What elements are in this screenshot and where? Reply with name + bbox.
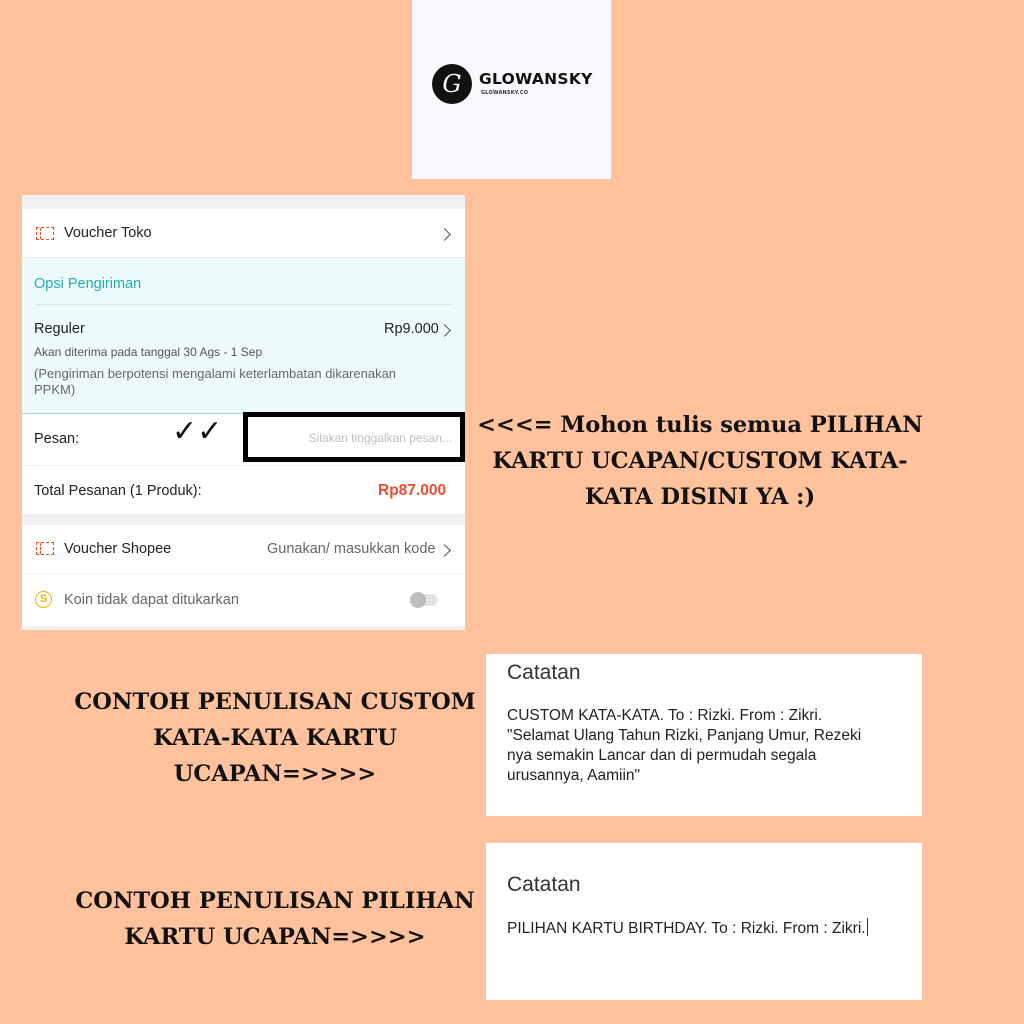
coin-row xyxy=(22,574,465,626)
chevron-right-icon xyxy=(438,544,451,557)
message-input-highlight[interactable] xyxy=(243,412,465,462)
coin-icon: S xyxy=(35,591,52,608)
message-label: Pesan: xyxy=(34,431,80,447)
total-label: Total Pesanan (1 Produk): xyxy=(34,483,202,499)
instruction-line-1: <<<= Mohon tulis semua PILIHAN xyxy=(477,412,923,438)
heading-line-1: CONTOH PENULISAN CUSTOM xyxy=(74,689,476,715)
instruction-text xyxy=(475,407,925,515)
order-total-row xyxy=(22,466,465,514)
note-title: Catatan xyxy=(507,661,581,684)
choice-note-card xyxy=(486,843,922,1000)
chevron-right-icon xyxy=(438,228,451,241)
heading-line-2: KARTU UCAPAN=>>>> xyxy=(124,924,426,950)
handwritten-checkmarks: ✓✓ xyxy=(172,414,223,449)
divider xyxy=(34,304,453,305)
custom-note-card xyxy=(486,654,922,816)
voucher-toko-row[interactable] xyxy=(22,209,465,257)
heading-line-2: KATA-KATA KARTU xyxy=(153,725,397,751)
instruction-line-2: KARTU UCAPAN/CUSTOM KATA- xyxy=(492,448,908,474)
example-choice-heading xyxy=(70,883,480,955)
voucher-shopee-action: Gunakan/ masukkan kode xyxy=(267,541,436,557)
note-text: PILIHAN KARTU BIRTHDAY. To : Rizki. From : Zikri. xyxy=(507,920,866,937)
brand-domain: GLOWANSKY.CO xyxy=(481,90,529,96)
logo-mark-letter: G xyxy=(442,70,462,98)
brand-name: GLOWANSKY xyxy=(479,70,593,88)
example-custom-heading xyxy=(70,684,480,792)
delivery-estimate: Akan diterima pada tanggal 30 Ags - 1 Sep xyxy=(34,345,263,359)
message-row xyxy=(22,414,465,465)
checkout-screenshot xyxy=(22,195,465,630)
text-cursor xyxy=(867,918,868,936)
chevron-right-icon xyxy=(438,324,451,337)
voucher-shopee-row[interactable] xyxy=(22,525,465,573)
shipping-options-section[interactable] xyxy=(22,258,465,414)
note-body xyxy=(507,706,861,786)
glowansky-logo-icon xyxy=(432,64,472,104)
logo-card xyxy=(412,0,611,179)
note-line-1: CUSTOM KATA-KATA. To : Rizki. From : Zikri. xyxy=(507,707,823,724)
instruction-line-3: KATA DISINI YA :) xyxy=(584,484,816,510)
toggle-knob xyxy=(410,592,426,608)
voucher-ticket-icon xyxy=(36,227,54,240)
message-input[interactable]: Silakan tinggalkan pesan... xyxy=(308,431,452,445)
heading-line-3: UCAPAN=>>>> xyxy=(173,761,377,787)
note-line-4: urusannya, Aamiin" xyxy=(507,767,641,784)
voucher-shopee-label: Voucher Shopee xyxy=(64,541,172,557)
voucher-ticket-icon xyxy=(36,542,54,555)
delay-note: (Pengiriman berpotensi mengalami keterlambatan dikarenakan PPKM) xyxy=(34,366,397,397)
note-title: Catatan xyxy=(507,873,581,896)
shipping-price: Rp9.000 xyxy=(384,321,439,337)
heading-line-1: CONTOH PENULISAN PILIHAN xyxy=(75,888,475,914)
note-line-2: "Selamat Ulang Tahun Rizki, Panjang Umur, Rezeki xyxy=(507,727,862,744)
coin-text: Koin tidak dapat ditukarkan xyxy=(64,592,239,608)
note-body[interactable] xyxy=(507,918,868,939)
note-line-3: nya semakin Lancar dan di permudah segala xyxy=(507,747,817,764)
coin-toggle[interactable] xyxy=(412,594,438,606)
shipping-method: Reguler xyxy=(34,321,85,337)
shipping-header: Opsi Pengiriman xyxy=(34,276,142,292)
total-value: Rp87.000 xyxy=(378,482,447,499)
voucher-toko-label: Voucher Toko xyxy=(64,225,152,241)
